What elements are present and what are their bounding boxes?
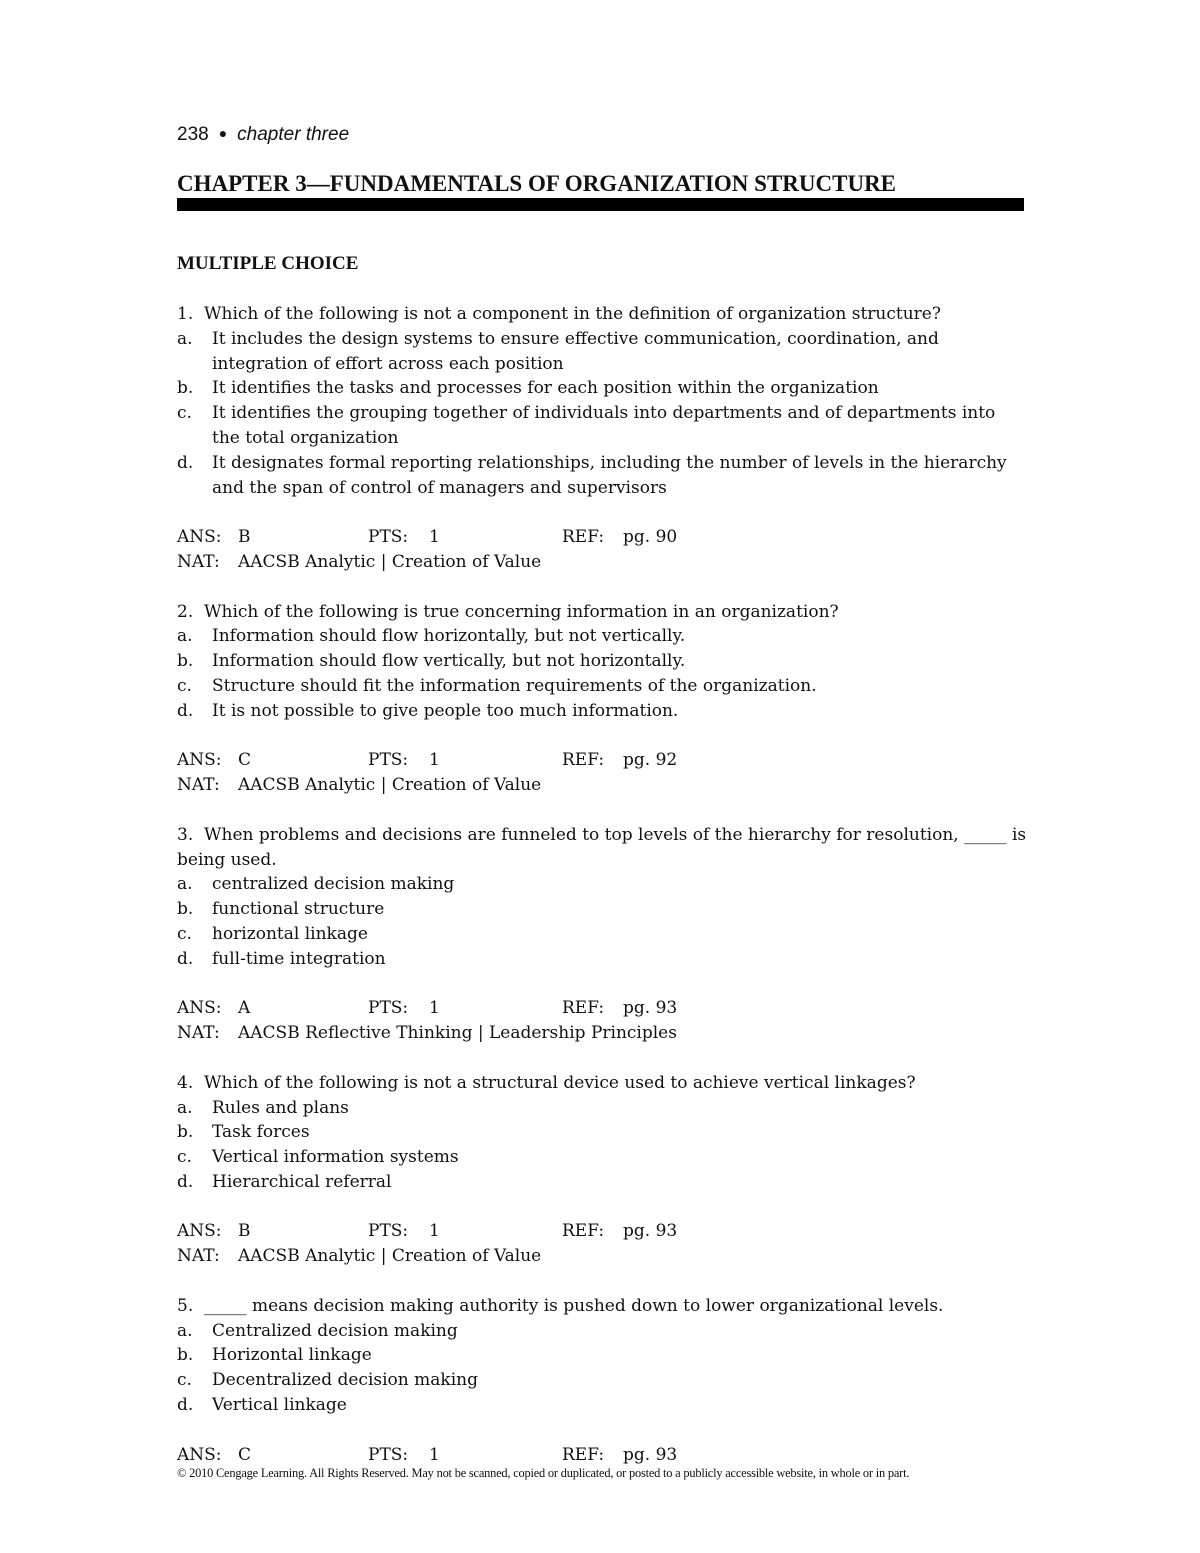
answer-block xyxy=(177,748,1027,798)
nat-label: NAT: xyxy=(177,775,220,796)
option-text: It identifies the grouping together of individuals into departments and of departments into the total organization xyxy=(212,403,996,448)
question-2 xyxy=(177,600,1027,798)
option-letter: c. xyxy=(177,1370,192,1391)
option-text: Structure should fit the information requirements of the organization. xyxy=(212,675,817,696)
pts-label: PTS: xyxy=(368,1444,409,1465)
option-d xyxy=(177,451,1027,501)
nat-label: NAT: xyxy=(177,1246,220,1267)
option-a xyxy=(177,872,1027,897)
answer-block xyxy=(177,996,1027,1046)
question-stem xyxy=(177,600,1027,625)
option-text: Vertical information systems xyxy=(212,1147,459,1168)
option-text: Decentralized decision making xyxy=(212,1370,478,1391)
option-letter: d. xyxy=(177,1171,194,1192)
ans-value: A xyxy=(238,998,251,1019)
answer-block xyxy=(177,525,1027,575)
question-4 xyxy=(177,1071,1027,1269)
option-c xyxy=(177,1368,1027,1393)
question-1 xyxy=(177,302,1027,575)
option-letter: b. xyxy=(177,1122,194,1143)
option-b xyxy=(177,897,1027,922)
option-text: Hierarchical referral xyxy=(212,1171,392,1192)
option-text: Centralized decision making xyxy=(212,1320,458,1341)
ans-label: ANS: xyxy=(177,1444,222,1465)
ans-label: ANS: xyxy=(177,527,222,548)
option-text: It designates formal reporting relationships, including the number of levels in the hierarchy and the span of control of managers and supervisors xyxy=(212,452,1007,498)
nat-value: AACSB Analytic | Creation of Value xyxy=(238,775,542,796)
option-letter: a. xyxy=(177,328,193,349)
answer-row xyxy=(177,525,1027,550)
question-list xyxy=(177,302,1027,1492)
answer-block xyxy=(177,1443,1027,1468)
pts-value: 1 xyxy=(429,750,440,771)
answer-block xyxy=(177,1219,1027,1269)
question-number: 2. xyxy=(177,601,194,622)
question-stem xyxy=(177,302,1027,327)
nat-label: NAT: xyxy=(177,551,220,572)
option-text: full-time integration xyxy=(212,948,386,969)
ans-label: ANS: xyxy=(177,998,222,1019)
nat-value: AACSB Analytic | Creation of Value xyxy=(238,1246,542,1267)
ans-value: C xyxy=(238,750,252,771)
option-a xyxy=(177,624,1027,649)
ref-label: REF: xyxy=(562,1221,605,1242)
option-letter: b. xyxy=(177,899,194,920)
answer-row xyxy=(177,1219,1027,1244)
option-b xyxy=(177,376,1027,401)
pts-label: PTS: xyxy=(368,750,409,771)
option-text: Task forces xyxy=(212,1122,310,1143)
nat-value: AACSB Analytic | Creation of Value xyxy=(238,551,542,572)
option-letter: a. xyxy=(177,1097,193,1118)
option-text: centralized decision making xyxy=(212,874,455,895)
option-letter: d. xyxy=(177,1395,194,1416)
nat-value: AACSB Reflective Thinking | Leadership Principles xyxy=(238,1023,677,1044)
option-text: Information should flow horizontally, but not vertically. xyxy=(212,626,686,647)
option-text: It includes the design systems to ensure effective communication, coordination, and integration of effort across each position xyxy=(212,328,939,374)
question-stem xyxy=(177,1294,1027,1319)
option-letter: a. xyxy=(177,626,193,647)
option-text: Information should flow vertically, but not horizontally. xyxy=(212,651,686,672)
question-text: _____ means decision making authority is pushed down to lower organizational levels. xyxy=(204,1295,944,1316)
pts-label: PTS: xyxy=(368,1221,409,1242)
question-number: 1. xyxy=(177,304,194,324)
ans-value: C xyxy=(238,1444,252,1465)
option-text: It is not possible to give people too much information. xyxy=(212,700,679,721)
option-a xyxy=(177,327,1027,377)
option-letter: c. xyxy=(177,1147,192,1168)
ref-value: pg. 90 xyxy=(623,527,678,548)
pts-label: PTS: xyxy=(368,527,409,548)
option-letter: c. xyxy=(177,403,192,424)
option-c xyxy=(177,401,1027,451)
page-number: 238 xyxy=(177,124,209,145)
bullet-icon: ● xyxy=(218,125,228,141)
option-letter: c. xyxy=(177,923,192,944)
question-5 xyxy=(177,1294,1027,1468)
nat-label: NAT: xyxy=(177,1023,220,1044)
running-chapter-name: chapter three xyxy=(237,124,350,145)
option-d xyxy=(177,947,1027,972)
option-letter: a. xyxy=(177,874,193,895)
pts-value: 1 xyxy=(429,527,440,548)
copyright-footer: © 2010 Cengage Learning. All Rights Reserved. May not be scanned, copied or duplicated, or posted to a publicly accessible website, in whole or in part. xyxy=(177,1466,910,1480)
ref-label: REF: xyxy=(562,1444,605,1465)
pts-label: PTS: xyxy=(368,998,409,1019)
option-b xyxy=(177,1120,1027,1145)
pts-value: 1 xyxy=(429,998,440,1019)
running-header xyxy=(177,124,349,146)
option-b xyxy=(177,1343,1027,1368)
option-c xyxy=(177,922,1027,947)
question-stem xyxy=(177,823,1027,873)
option-letter: b. xyxy=(177,378,194,399)
title-rule xyxy=(177,198,1024,211)
pts-value: 1 xyxy=(429,1444,440,1465)
option-letter: d. xyxy=(177,948,194,969)
option-b xyxy=(177,649,1027,674)
option-letter: b. xyxy=(177,651,194,672)
option-c xyxy=(177,1145,1027,1170)
option-a xyxy=(177,1096,1027,1121)
chapter-title: CHAPTER 3—FUNDAMENTALS OF ORGANIZATION STRUCTURE xyxy=(177,171,897,196)
option-d xyxy=(177,1170,1027,1195)
question-3 xyxy=(177,823,1027,1046)
nat-row xyxy=(177,1021,1027,1046)
option-letter: c. xyxy=(177,675,192,696)
ans-value: B xyxy=(238,527,251,548)
option-text: It identifies the tasks and processes for each position within the organization xyxy=(212,378,879,399)
option-d xyxy=(177,699,1027,724)
question-text: When problems and decisions are funneled to top levels of the hierarchy for resolution, _____ is being used. xyxy=(177,824,1027,870)
option-letter: d. xyxy=(177,700,194,721)
ans-value: B xyxy=(238,1221,251,1242)
ref-label: REF: xyxy=(562,750,605,771)
question-text: Which of the following is not a component in the definition of organization structure? xyxy=(204,304,941,324)
option-letter: d. xyxy=(177,452,194,473)
answer-row xyxy=(177,1443,1027,1468)
question-stem xyxy=(177,1071,1027,1096)
option-text: Horizontal linkage xyxy=(212,1345,372,1366)
option-letter: b. xyxy=(177,1345,194,1366)
option-c xyxy=(177,674,1027,699)
option-text: horizontal linkage xyxy=(212,923,368,944)
nat-row xyxy=(177,550,1027,575)
option-text: functional structure xyxy=(212,899,385,920)
ref-label: REF: xyxy=(562,527,605,548)
nat-row xyxy=(177,773,1027,798)
option-letter: a. xyxy=(177,1320,193,1341)
ref-label: REF: xyxy=(562,998,605,1019)
nat-row xyxy=(177,1244,1027,1269)
question-text: Which of the following is not a structural device used to achieve vertical linkages? xyxy=(204,1072,916,1093)
option-a xyxy=(177,1319,1027,1344)
option-d xyxy=(177,1393,1027,1418)
ref-value: pg. 93 xyxy=(623,1221,678,1242)
question-number: 4. xyxy=(177,1072,194,1093)
option-text: Vertical linkage xyxy=(212,1395,347,1416)
question-text: Which of the following is true concerning information in an organization? xyxy=(204,601,839,622)
answer-row xyxy=(177,996,1027,1021)
section-heading: MULTIPLE CHOICE xyxy=(177,253,359,274)
ans-label: ANS: xyxy=(177,1221,222,1242)
pts-value: 1 xyxy=(429,1221,440,1242)
ref-value: pg. 93 xyxy=(623,998,678,1019)
ref-value: pg. 92 xyxy=(623,750,678,771)
ref-value: pg. 93 xyxy=(623,1444,678,1465)
option-text: Rules and plans xyxy=(212,1097,349,1118)
question-number: 3. xyxy=(177,824,194,845)
answer-row xyxy=(177,748,1027,773)
question-number: 5. xyxy=(177,1295,194,1316)
ans-label: ANS: xyxy=(177,750,222,771)
